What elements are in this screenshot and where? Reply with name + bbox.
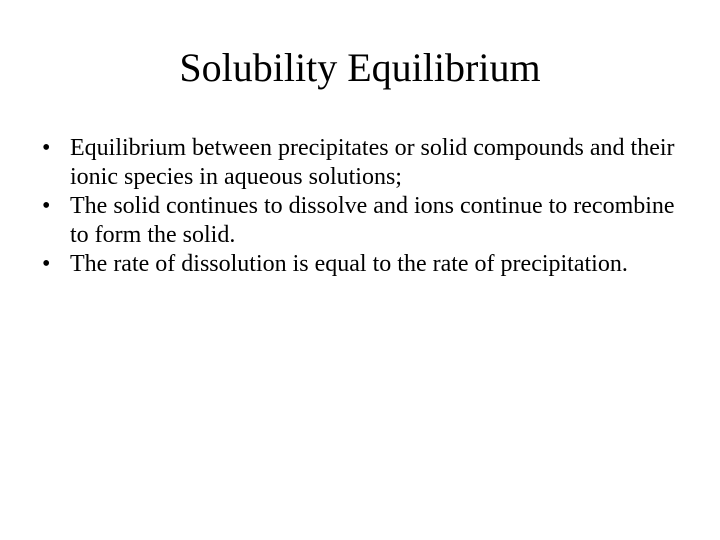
- bullet-text: The rate of dissolution is equal to the rate of precipitation.: [70, 251, 628, 277]
- bullet-marker: •: [42, 193, 51, 219]
- bullet-item: [42, 134, 692, 192]
- bullet-list: [42, 134, 692, 279]
- bullet-item: [42, 250, 692, 279]
- bullet-text: The solid continues to dissolve and ions continue to recombine to form the solid.: [70, 193, 675, 248]
- bullet-marker: •: [42, 251, 51, 277]
- bullet-item: [42, 192, 692, 250]
- slide-title: Solubility Equilibrium: [179, 45, 541, 90]
- bullet-marker: •: [42, 135, 51, 161]
- bullet-text: Equilibrium between precipitates or solid compounds and their ionic species in aqueous solutions;: [70, 135, 675, 190]
